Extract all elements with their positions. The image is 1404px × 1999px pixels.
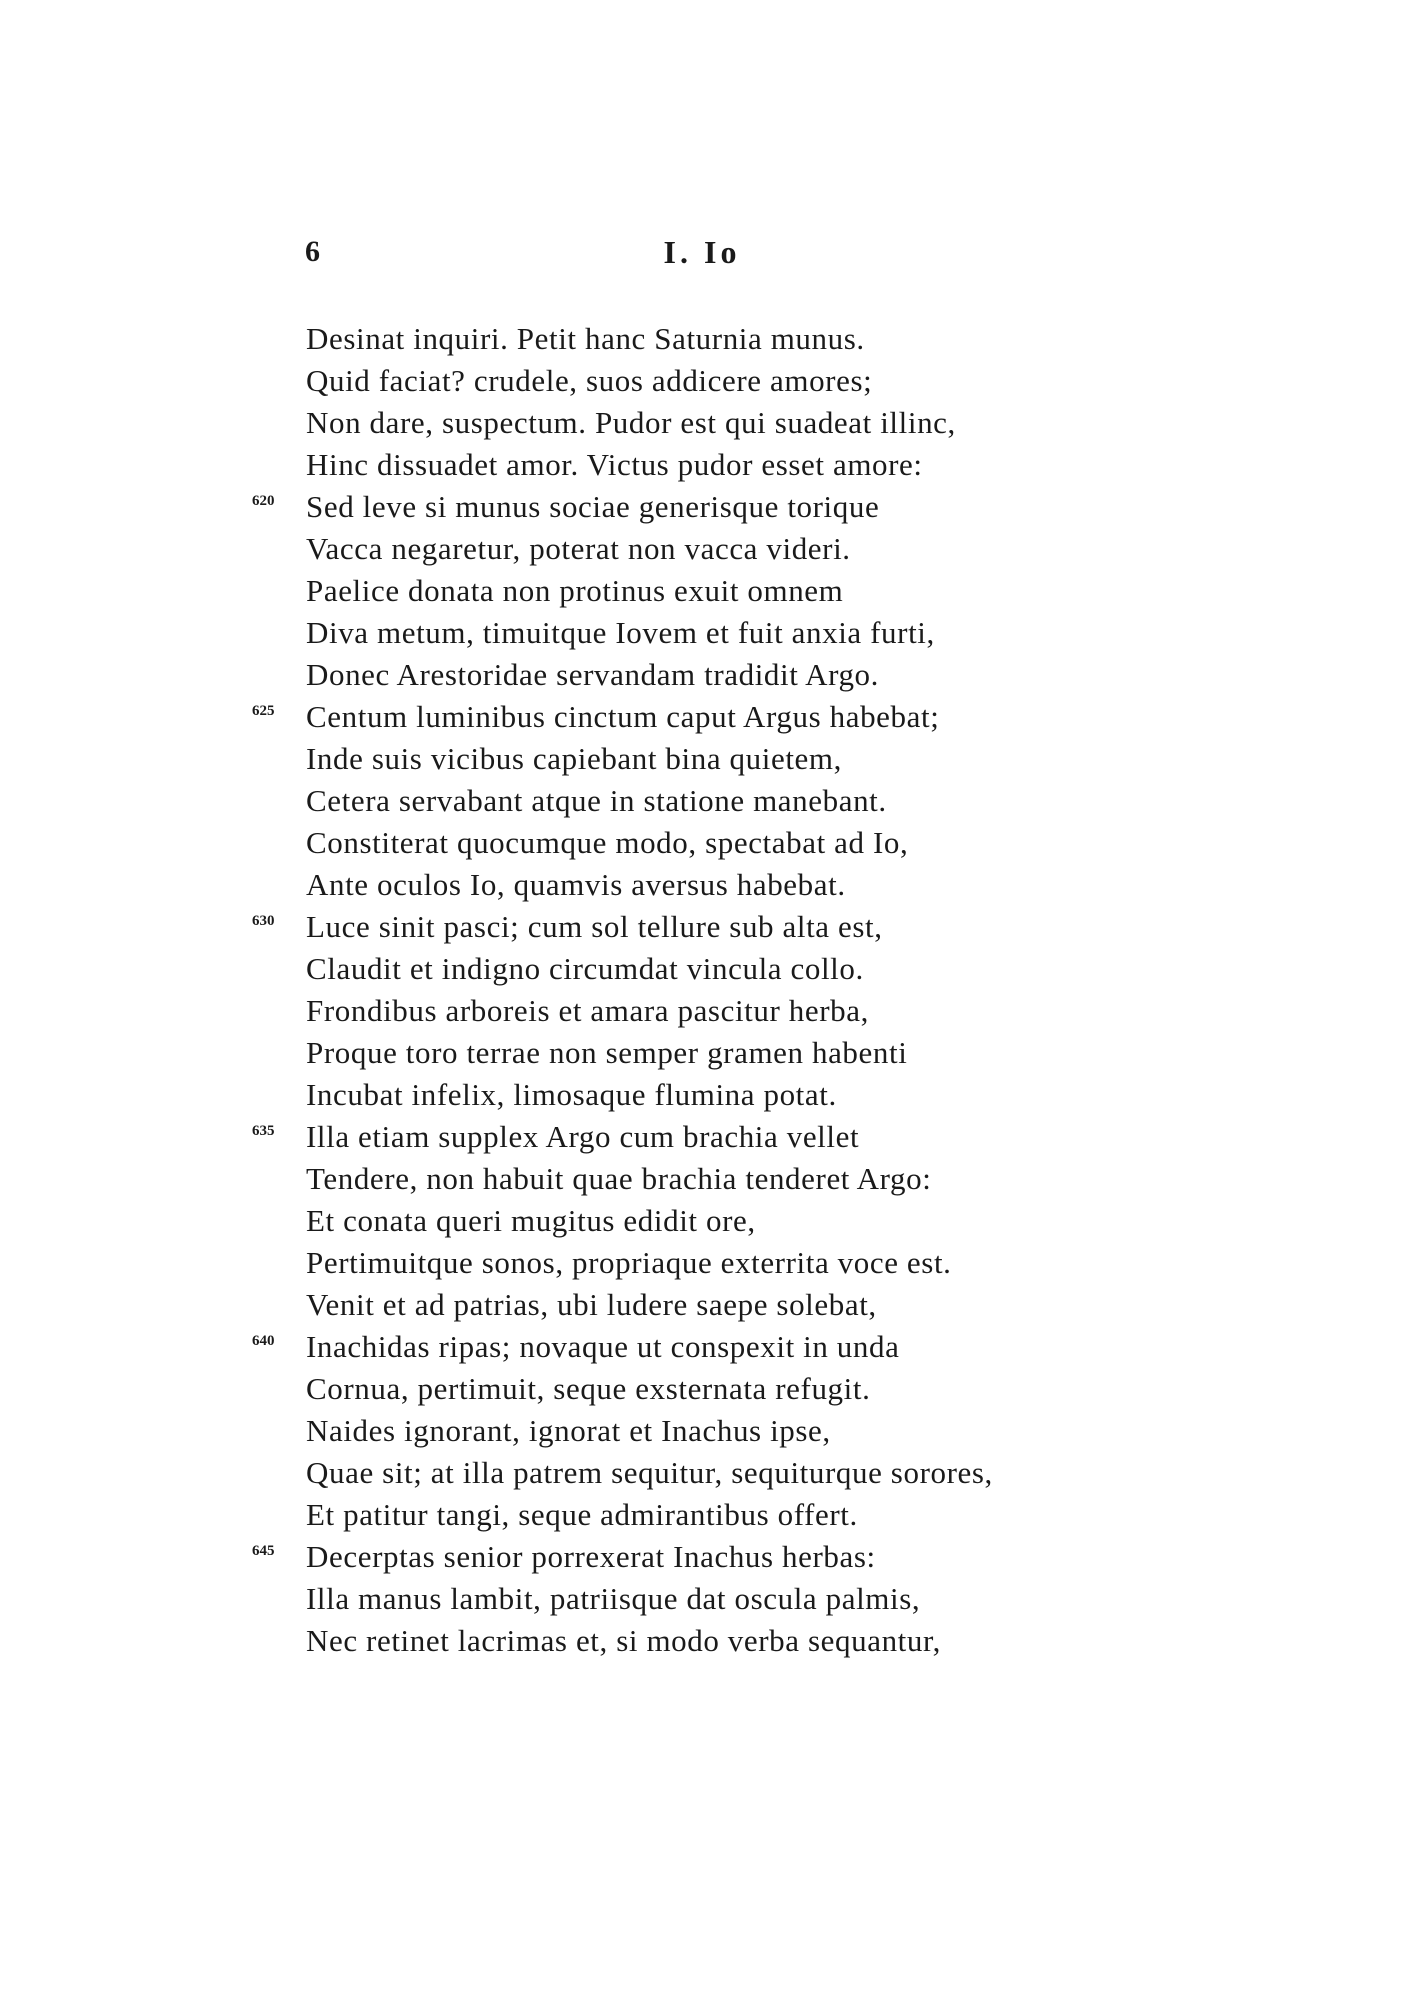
verse-line bbox=[0, 1200, 1404, 1242]
verse-line bbox=[0, 696, 1404, 738]
verse-text: Venit et ad patrias, ubi ludere saepe solebat, bbox=[306, 1287, 877, 1322]
verse-text: Illa etiam supplex Argo cum brachia vellet bbox=[306, 1119, 860, 1154]
verse-line bbox=[0, 1032, 1404, 1074]
verse-text: Inde suis vicibus capiebant bina quietem, bbox=[306, 741, 842, 776]
verse-line bbox=[0, 1620, 1404, 1662]
verse-line bbox=[0, 1536, 1404, 1578]
verse-line bbox=[0, 1284, 1404, 1326]
verse-text: Nec retinet lacrimas et, si modo verba sequantur, bbox=[306, 1623, 942, 1658]
verse-text: Ante oculos Io, quamvis aversus habebat. bbox=[306, 867, 846, 902]
verse-text: Constiterat quocumque modo, spectabat ad Io, bbox=[306, 825, 909, 860]
verse-line bbox=[0, 402, 1404, 444]
verse-line bbox=[0, 612, 1404, 654]
line-number: 645 bbox=[252, 1543, 275, 1559]
verse-text: Decerptas senior porrexerat Inachus herbas: bbox=[306, 1539, 876, 1574]
verse-line bbox=[0, 1452, 1404, 1494]
verse-text: Paelice donata non protinus exuit omnem bbox=[306, 573, 844, 608]
line-number: 625 bbox=[252, 703, 275, 719]
line-number: 630 bbox=[252, 913, 275, 929]
verse-line bbox=[0, 486, 1404, 528]
verse-text: Diva metum, timuitque Iovem et fuit anxia furti, bbox=[306, 615, 935, 650]
verse-line bbox=[0, 444, 1404, 486]
verse-text: Claudit et indigno circumdat vincula collo. bbox=[306, 951, 864, 986]
verse-text: Quae sit; at illa patrem sequitur, sequiturque sorores, bbox=[306, 1455, 993, 1490]
verse-line bbox=[0, 1326, 1404, 1368]
verse-text: Et conata queri mugitus edidit ore, bbox=[306, 1203, 756, 1238]
verse-text: Incubat infelix, limosaque flumina potat. bbox=[306, 1077, 837, 1112]
verse-text: Desinat inquiri. Petit hanc Saturnia munus. bbox=[306, 321, 865, 356]
verse-line bbox=[0, 1158, 1404, 1200]
verse-text: Inachidas ripas; novaque ut conspexit in unda bbox=[306, 1329, 900, 1364]
verse-text: Centum luminibus cinctum caput Argus habebat; bbox=[306, 699, 940, 734]
verse-text: Proque toro terrae non semper gramen habenti bbox=[306, 1035, 908, 1070]
verse-text: Naides ignorant, ignorat et Inachus ipse, bbox=[306, 1413, 831, 1448]
running-head: I. Io bbox=[663, 234, 741, 270]
verse-line bbox=[0, 780, 1404, 822]
verse-text: Vacca negaretur, poterat non vacca videri. bbox=[306, 531, 851, 566]
verse-text: Cetera servabant atque in statione manebant. bbox=[306, 783, 887, 818]
verse-line bbox=[0, 1578, 1404, 1620]
verse-line bbox=[0, 1116, 1404, 1158]
verse-text: Et patitur tangi, seque admirantibus offert. bbox=[306, 1497, 858, 1532]
verse-line bbox=[0, 906, 1404, 948]
line-number: 640 bbox=[252, 1333, 275, 1349]
verse-text: Quid faciat? crudele, suos addicere amores; bbox=[306, 363, 873, 398]
verse-line bbox=[0, 1242, 1404, 1284]
verse-text: Frondibus arboreis et amara pascitur herba, bbox=[306, 993, 869, 1028]
verse-text: Pertimuitque sonos, propriaque exterrita voce est. bbox=[306, 1245, 952, 1280]
verse-block bbox=[0, 318, 1404, 1662]
verse-text: Non dare, suspectum. Pudor est qui suadeat illinc, bbox=[306, 405, 956, 440]
verse-line bbox=[0, 318, 1404, 360]
verse-text: Illa manus lambit, patriisque dat oscula palmis, bbox=[306, 1581, 921, 1616]
verse-line bbox=[0, 1410, 1404, 1452]
verse-text: Hinc dissuadet amor. Victus pudor esset amore: bbox=[306, 447, 923, 482]
verse-line bbox=[0, 948, 1404, 990]
verse-line bbox=[0, 1494, 1404, 1536]
verse-line bbox=[0, 1074, 1404, 1116]
verse-text: Donec Arestoridae servandam tradidit Argo. bbox=[306, 657, 879, 692]
line-number: 620 bbox=[252, 493, 275, 509]
verse-line bbox=[0, 528, 1404, 570]
verse-line bbox=[0, 990, 1404, 1032]
verse-line bbox=[0, 1368, 1404, 1410]
verse-text: Tendere, non habuit quae brachia tenderet Argo: bbox=[306, 1161, 932, 1196]
verse-line bbox=[0, 822, 1404, 864]
verse-text: Luce sinit pasci; cum sol tellure sub alta est, bbox=[306, 909, 883, 944]
verse-line bbox=[0, 360, 1404, 402]
verse-line bbox=[0, 570, 1404, 612]
verse-line bbox=[0, 864, 1404, 906]
verse-text: Sed leve si munus sociae generisque torique bbox=[306, 489, 880, 524]
page-number: 6 bbox=[305, 235, 320, 268]
line-number: 635 bbox=[252, 1123, 275, 1139]
verse-line bbox=[0, 654, 1404, 696]
verse-text: Cornua, pertimuit, seque exsternata refugit. bbox=[306, 1371, 871, 1406]
verse-line bbox=[0, 738, 1404, 780]
